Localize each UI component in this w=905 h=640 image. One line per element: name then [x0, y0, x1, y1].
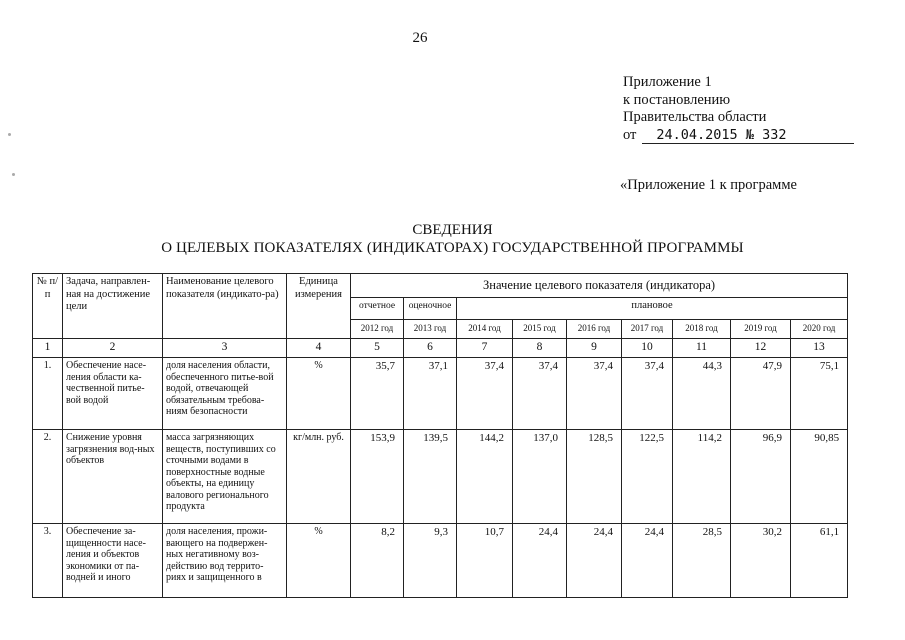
column-number: 7	[457, 339, 513, 358]
row-value: 137,0	[513, 430, 567, 524]
row-value: 114,2	[673, 430, 731, 524]
row-value: 139,5	[404, 430, 457, 524]
row-value: 9,3	[404, 524, 457, 598]
header-planned: плановое	[457, 298, 848, 320]
row-task: Обеспечение насе-ления области ка-чественной питье-вой водой	[63, 358, 163, 430]
column-number: 10	[622, 339, 673, 358]
column-number: 2	[63, 339, 163, 358]
row-value: 30,2	[731, 524, 791, 598]
column-number: 11	[673, 339, 731, 358]
row-value: 35,7	[351, 358, 404, 430]
column-number: 9	[567, 339, 622, 358]
row-num: 3.	[33, 524, 63, 598]
appendix-prefix: от	[623, 126, 637, 143]
row-value: 10,7	[457, 524, 513, 598]
row-value: 24,4	[622, 524, 673, 598]
row-value: 44,3	[673, 358, 731, 430]
row-value: 144,2	[457, 430, 513, 524]
row-indicator: доля населения области, обеспеченного питье-вой водой, отвечающей обязательным требова-ниям безопасности	[163, 358, 287, 430]
appendix-line1: Приложение 1	[623, 74, 712, 90]
row-value: 96,9	[731, 430, 791, 524]
document-title	[0, 221, 905, 257]
row-value: 153,9	[351, 430, 404, 524]
row-indicator: доля населения, прожи-вающего на подвержен-ных негативному воз-действию вод террито-риях и защищенного в	[163, 524, 287, 598]
header-task: Задача, направлен-ная на достижение цели	[63, 274, 163, 339]
year-header: 2018 год	[673, 320, 731, 339]
year-header: 2012 год	[351, 320, 404, 339]
table-row	[33, 430, 848, 524]
title-line1: СВЕДЕНИЯ	[412, 222, 493, 238]
year-header: 2017 год	[622, 320, 673, 339]
row-value: 61,1	[791, 524, 848, 598]
row-value: 24,4	[567, 524, 622, 598]
year-header: 2015 год	[513, 320, 567, 339]
row-value: 128,5	[567, 430, 622, 524]
appendix-line3: Правительства области	[623, 109, 767, 125]
row-value: 37,4	[622, 358, 673, 430]
row-value: 37,4	[457, 358, 513, 430]
column-number-row	[33, 339, 848, 358]
row-value: 47,9	[731, 358, 791, 430]
row-num: 1.	[33, 358, 63, 430]
header-reported: отчетное	[351, 298, 404, 320]
header-indicator: Наименование целевого показателя (индикато-ра)	[163, 274, 287, 339]
scan-speck	[12, 173, 15, 176]
row-indicator: масса загрязняющих веществ, поступивших со сточными водами в поверхностные водные объекты, на единицу валового регионального продукта	[163, 430, 287, 524]
column-number: 5	[351, 339, 404, 358]
row-task: Снижение уровня загрязнения вод-ных объектов	[63, 430, 163, 524]
column-number: 13	[791, 339, 848, 358]
appendix-date-number: 24.04.2015 № 332	[642, 128, 854, 144]
appendix-block	[623, 74, 854, 144]
table-row	[33, 358, 848, 430]
header-num: № п/п	[33, 274, 63, 339]
column-number: 3	[163, 339, 287, 358]
year-header: 2013 год	[404, 320, 457, 339]
row-unit: %	[287, 358, 351, 430]
row-value: 37,1	[404, 358, 457, 430]
row-unit: %	[287, 524, 351, 598]
table-row	[33, 524, 848, 598]
row-value: 8,2	[351, 524, 404, 598]
column-number: 4	[287, 339, 351, 358]
program-note: «Приложение 1 к программе	[620, 177, 797, 193]
row-num: 2.	[33, 430, 63, 524]
header-estimated: оценочное	[404, 298, 457, 320]
column-number: 12	[731, 339, 791, 358]
header-unit: Единица измерения	[287, 274, 351, 339]
scan-speck	[8, 133, 11, 136]
row-value: 122,5	[622, 430, 673, 524]
column-number: 6	[404, 339, 457, 358]
year-header: 2019 год	[731, 320, 791, 339]
indicators-table	[32, 273, 848, 598]
column-number: 8	[513, 339, 567, 358]
row-value: 24,4	[513, 524, 567, 598]
row-value: 37,4	[567, 358, 622, 430]
appendix-line2: к постановлению	[623, 91, 731, 108]
year-header: 2014 год	[457, 320, 513, 339]
title-line2: О ЦЕЛЕВЫХ ПОКАЗАТЕЛЯХ (ИНДИКАТОРАХ) ГОСУДАРСТВЕННОЙ ПРОГРАММЫ	[161, 240, 744, 256]
row-task: Обеспечение за-щищенности насе-ления и объектов экономики от па-водней и иного	[63, 524, 163, 598]
appendix-date-line	[623, 127, 854, 145]
header-value: Значение целевого показателя (индикатора)	[351, 274, 848, 298]
row-value: 37,4	[513, 358, 567, 430]
page-number: 26	[412, 30, 428, 46]
row-unit: кг/млн. руб.	[287, 430, 351, 524]
row-value: 28,5	[673, 524, 731, 598]
column-number: 1	[33, 339, 63, 358]
row-value: 90,85	[791, 430, 848, 524]
row-value: 75,1	[791, 358, 848, 430]
year-header: 2020 год	[791, 320, 848, 339]
year-header: 2016 год	[567, 320, 622, 339]
header-row-1	[33, 274, 848, 298]
